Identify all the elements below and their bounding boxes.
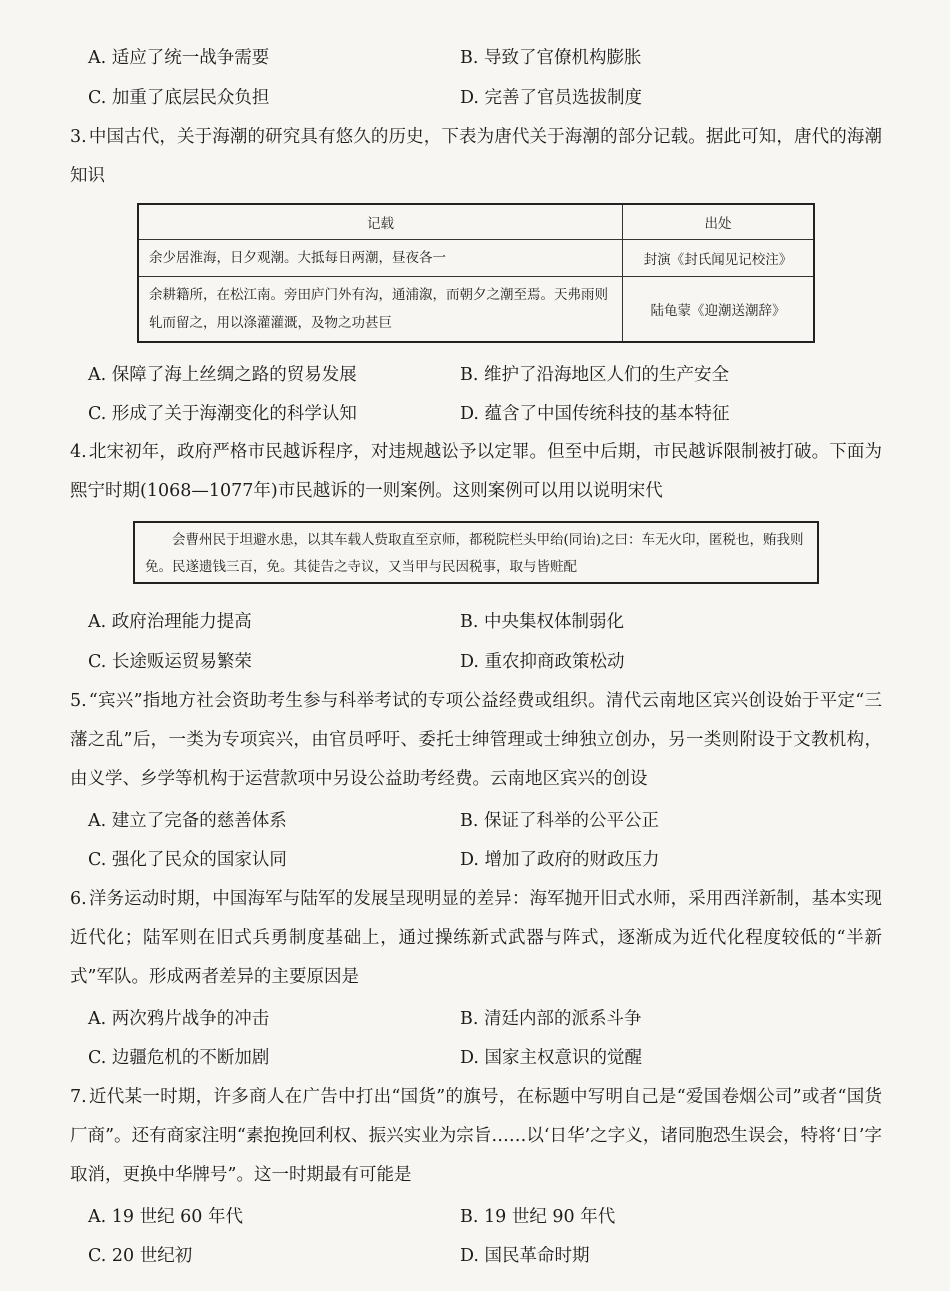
q4-option-a[interactable]: A. 政府治理能力提高 bbox=[88, 612, 252, 632]
q6-options-row-1 bbox=[88, 1005, 888, 1035]
q6-option-d[interactable]: D. 国家主权意识的觉醒 bbox=[460, 1048, 643, 1068]
q4-option-b[interactable]: B. 中央集权体制弱化 bbox=[460, 612, 624, 632]
q3-option-b[interactable]: B. 维护了沿海地区人们的生产安全 bbox=[460, 365, 729, 385]
q5-option-d[interactable]: D. 增加了政府的财政压力 bbox=[460, 850, 660, 870]
q3-table-header-source: 出处 bbox=[623, 204, 815, 240]
q3-table-source-2: 陆龟蒙《迎潮送潮辞》 bbox=[623, 277, 815, 343]
q3-table-record-1: 余少居淮海，日夕观潮。大抵每日两潮，昼夜各一 bbox=[138, 240, 623, 277]
table-row bbox=[138, 277, 814, 343]
q3-number: 3. bbox=[70, 127, 87, 147]
q6-option-a[interactable]: A. 两次鸦片战争的冲击 bbox=[88, 1009, 270, 1029]
q7-option-d[interactable]: D. 国民革命时期 bbox=[460, 1246, 590, 1266]
q2-options-row-2 bbox=[88, 84, 888, 114]
q4-options-row-2 bbox=[88, 648, 888, 678]
q6-options-row-2 bbox=[88, 1044, 888, 1074]
q2-option-a[interactable]: A. 适应了统一战争需要 bbox=[88, 48, 270, 68]
q7-option-b[interactable]: B. 19 世纪 90 年代 bbox=[460, 1207, 616, 1227]
q7-option-a[interactable]: A. 19 世纪 60 年代 bbox=[88, 1207, 243, 1227]
q3-options-row-1 bbox=[88, 361, 888, 391]
q6-option-c[interactable]: C. 边疆危机的不断加剧 bbox=[88, 1048, 270, 1068]
q2-option-c[interactable]: C. 加重了底层民众负担 bbox=[88, 88, 270, 108]
q4-options-row-1 bbox=[88, 608, 888, 638]
q3-record-table bbox=[137, 203, 815, 343]
q3-table-header-record: 记载 bbox=[138, 204, 623, 240]
q6-stem-text: 洋务运动时期，中国海军与陆军的发展呈现明显的差异：海军抛开旧式水师，采用西洋新制，基本实现近代化；陆军则在旧式兵勇制度基础上，通过操练新式武器与阵式，逐渐成为近代化程度较低的“半新式”军队。形成两者差异的主要原因是 bbox=[70, 889, 882, 987]
q5-stem bbox=[70, 682, 882, 799]
q7-options-row-1 bbox=[88, 1203, 888, 1233]
q6-stem bbox=[70, 880, 882, 997]
q5-options-row-1 bbox=[88, 807, 888, 837]
q4-number: 4. bbox=[70, 442, 87, 462]
q7-stem-text: 近代某一时期，许多商人在广告中打出“国货”的旗号，在标题中写明自己是“爱国卷烟公司”或者“国货厂商”。还有商家注明“素抱挽回利权、振兴实业为宗旨……以‘日华’之字义，诸同胞恐生误会，特将‘日’字取消，更换中华牌号”。这一时期最有可能是 bbox=[70, 1087, 882, 1185]
q3-stem bbox=[70, 118, 882, 196]
q7-option-c[interactable]: C. 20 世纪初 bbox=[88, 1246, 193, 1266]
q7-stem bbox=[70, 1078, 882, 1195]
q5-option-a[interactable]: A. 建立了完备的慈善体系 bbox=[88, 811, 287, 831]
q3-options-row-2 bbox=[88, 400, 888, 430]
q5-number: 5. bbox=[70, 691, 87, 711]
q2-options-row-1 bbox=[88, 44, 888, 74]
q4-stem bbox=[70, 433, 882, 511]
q2-option-b[interactable]: B. 导致了官僚机构膨胀 bbox=[460, 48, 642, 68]
q7-number: 7. bbox=[70, 1087, 87, 1107]
q3-option-c[interactable]: C. 形成了关于海潮变化的科学认知 bbox=[88, 404, 357, 424]
q5-stem-text: “宾兴”指地方社会资助考生参与科举考试的专项公益经费或组织。清代云南地区宾兴创设始于平定“三藩之乱”后，一类为专项宾兴，由官员呼吁、委托士绅管理或士绅独立创办，另一类则附设于文教机构，由义学、乡学等机构于运营款项中另设公益助考经费。云南地区宾兴的创设 bbox=[70, 691, 882, 789]
q4-option-d[interactable]: D. 重农抑商政策松动 bbox=[460, 652, 625, 672]
q5-option-b[interactable]: B. 保证了科举的公平公正 bbox=[460, 811, 659, 831]
q3-option-d[interactable]: D. 蕴含了中国传统科技的基本特征 bbox=[460, 404, 730, 424]
q4-option-c[interactable]: C. 长途贩运贸易繁荣 bbox=[88, 652, 252, 672]
q2-option-d[interactable]: D. 完善了官员选拔制度 bbox=[460, 88, 643, 108]
q3-table-record-2: 余耕籍所，在松江南。旁田庐门外有沟，通浦溆，而朝夕之潮至焉。天弗雨则轧而留之，用以涤灌灌溉，及物之功甚巨 bbox=[138, 277, 623, 343]
q7-options-row-2 bbox=[88, 1242, 888, 1272]
q6-option-b[interactable]: B. 清廷内部的派系斗争 bbox=[460, 1009, 642, 1029]
q4-case-box: 会曹州民于坦避水患，以其车载人赀取直至京师，都税院栏头甲绐(同诒)之曰：车无火印，匿税也，贿我则免。民遂遗钱三百，免。其徒告之寺议，又当甲与民因税事，取与皆赃配 bbox=[133, 521, 819, 584]
q3-stem-text: 中国古代，关于海潮的研究具有悠久的历史，下表为唐代关于海潮的部分记载。据此可知，唐代的海潮知识 bbox=[70, 127, 882, 186]
q3-table-source-1: 封演《封氏闻见记校注》 bbox=[623, 240, 815, 277]
q3-option-a[interactable]: A. 保障了海上丝绸之路的贸易发展 bbox=[88, 365, 357, 385]
q5-option-c[interactable]: C. 强化了民众的国家认同 bbox=[88, 850, 287, 870]
q5-options-row-2 bbox=[88, 846, 888, 876]
q4-stem-text: 北宋初年，政府严格市民越诉程序，对违规越讼予以定罪。但至中后期，市民越诉限制被打破。下面为熙宁时期(1068—1077年)市民越诉的一则案例。这则案例可以用以说明宋代 bbox=[70, 442, 882, 501]
q3-table-header-row bbox=[138, 204, 814, 240]
table-row bbox=[138, 240, 814, 277]
q6-number: 6. bbox=[70, 889, 87, 909]
